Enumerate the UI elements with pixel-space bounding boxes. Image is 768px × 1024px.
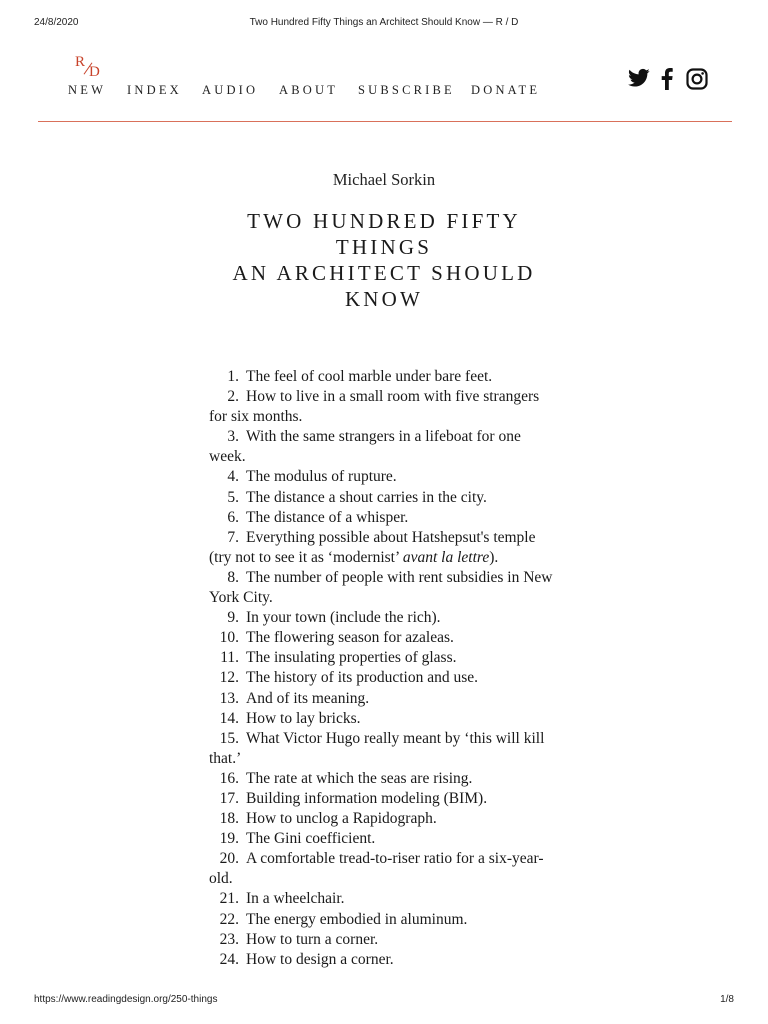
list-item bbox=[209, 648, 561, 668]
nav-item-audio[interactable]: AUDIO bbox=[202, 83, 259, 97]
logo-letter-bottom: D bbox=[89, 64, 100, 80]
list-item-text: How to live in a small room with five strangers for six months. bbox=[209, 388, 540, 426]
list-item bbox=[209, 689, 561, 709]
list-item-text: The number of people with rent subsidies in New York City. bbox=[209, 568, 553, 607]
logo-letter-top: R bbox=[75, 54, 86, 70]
list-item-number: 12. bbox=[219, 669, 239, 687]
list-item-text: The insulating properties of glass. bbox=[246, 649, 457, 667]
list-item-number: 16. bbox=[219, 769, 239, 787]
list-item-text: The history of its production and use. bbox=[246, 669, 479, 687]
list-item-text: The distance a shout carries in the city. bbox=[246, 488, 487, 506]
list-item-number: 1. bbox=[227, 368, 239, 385]
print-url: https://www.readingdesign.org/250-things bbox=[34, 994, 218, 1005]
list-item bbox=[209, 769, 561, 789]
list-item-number: 14. bbox=[219, 709, 239, 727]
print-date: 24/8/2020 bbox=[34, 17, 79, 28]
list-item bbox=[209, 668, 561, 688]
list-item-suffix: ). bbox=[489, 548, 499, 566]
instagram-icon[interactable] bbox=[686, 68, 708, 90]
list-item-text: The flowering season for azaleas. bbox=[246, 629, 454, 647]
list-item bbox=[209, 729, 561, 769]
twitter-icon[interactable] bbox=[628, 68, 650, 90]
list-item bbox=[209, 427, 561, 467]
list-item bbox=[209, 387, 561, 427]
print-footer bbox=[0, 994, 768, 1008]
list-item-number: 20. bbox=[219, 850, 239, 868]
title-line: AN ARCHITECT SHOULD bbox=[232, 261, 536, 285]
list-item-text: How to unclog a Rapidograph. bbox=[246, 810, 437, 828]
list-item-number: 4. bbox=[227, 468, 239, 486]
nav-item-subscribe[interactable]: SUBSCRIBE bbox=[358, 83, 455, 97]
nav-item-index[interactable]: INDEX bbox=[127, 83, 182, 97]
list-item-number: 21. bbox=[219, 890, 239, 908]
list-item bbox=[209, 528, 561, 568]
list-item-text: How to turn a corner. bbox=[246, 930, 379, 948]
list-item bbox=[209, 829, 561, 849]
title-line: TWO HUNDRED FIFTY bbox=[247, 209, 521, 233]
list-item-text: With the same strangers in a lifeboat for one week. bbox=[209, 428, 521, 466]
list-item-number: 10. bbox=[219, 629, 239, 647]
list-item-text: And of its meaning. bbox=[246, 689, 370, 707]
list-item bbox=[209, 789, 561, 809]
list-item-text: The rate at which the seas are rising. bbox=[246, 769, 473, 787]
title-line: THINGS bbox=[335, 235, 433, 259]
header-divider bbox=[38, 121, 732, 122]
list-item bbox=[209, 930, 561, 950]
list-item-number: 19. bbox=[219, 830, 239, 848]
list-item-text: The energy embodied in aluminum. bbox=[246, 910, 468, 928]
list-item-number: 23. bbox=[219, 930, 239, 948]
list-item-italic: avant la lettre bbox=[402, 548, 490, 566]
list-item bbox=[209, 849, 561, 889]
list-item-number: 11. bbox=[220, 649, 239, 667]
title-line: KNOW bbox=[344, 287, 424, 311]
print-header bbox=[0, 17, 768, 31]
list-item bbox=[209, 467, 561, 487]
list-item-text: Building information modeling (BIM). bbox=[246, 789, 488, 807]
list-item-number: 18. bbox=[219, 810, 239, 828]
list-item-number: 24. bbox=[219, 950, 239, 968]
site-logo[interactable] bbox=[73, 54, 109, 84]
list-item-text: What Victor Hugo really meant by ‘this will kill that.’ bbox=[209, 729, 545, 767]
list-item-number: 15. bbox=[219, 729, 239, 747]
list-item bbox=[209, 709, 561, 729]
list-item-text: The distance of a whisper. bbox=[246, 508, 409, 526]
list-item-text: The modulus of rupture. bbox=[246, 468, 397, 486]
things-list bbox=[209, 367, 561, 970]
article-title bbox=[184, 208, 584, 312]
list-item-number: 7. bbox=[227, 528, 239, 546]
list-item-text: In a wheelchair. bbox=[246, 890, 345, 908]
list-item bbox=[209, 608, 561, 628]
list-item bbox=[209, 950, 561, 970]
list-item-text: Everything possible about Hatshepsut's temple (try not to see it as ‘modernist’ bbox=[209, 528, 536, 566]
nav-item-new[interactable]: NEW bbox=[68, 83, 107, 97]
list-item bbox=[209, 910, 561, 930]
list-item bbox=[209, 809, 561, 829]
list-item-number: 6. bbox=[227, 508, 239, 526]
list-item-text: How to lay bricks. bbox=[246, 709, 361, 727]
nav-item-donate[interactable]: DONATE bbox=[471, 83, 541, 97]
article-author: Michael Sorkin bbox=[332, 170, 436, 189]
list-item-number: 17. bbox=[219, 789, 239, 807]
list-item-text: In your town (include the rich). bbox=[246, 609, 441, 627]
list-item-text: The Gini coefficient. bbox=[246, 830, 376, 848]
list-item-text: The feel of cool marble under bare feet. bbox=[246, 368, 493, 385]
print-page-title: Two Hundred Fifty Things an Architect Should Know — R / D bbox=[249, 17, 519, 28]
list-item-number: 2. bbox=[227, 388, 239, 406]
list-item bbox=[209, 508, 561, 528]
list-item-number: 22. bbox=[219, 910, 239, 928]
list-item-number: 5. bbox=[227, 488, 239, 506]
list-item bbox=[209, 628, 561, 648]
list-item bbox=[209, 488, 561, 508]
facebook-icon[interactable] bbox=[661, 68, 673, 90]
list-item bbox=[209, 568, 561, 608]
list-item-number: 8. bbox=[227, 568, 239, 586]
list-item-number: 13. bbox=[219, 689, 239, 707]
list-item-text: How to design a corner. bbox=[246, 950, 394, 968]
list-item-number: 3. bbox=[227, 428, 239, 446]
nav-item-about[interactable]: ABOUT bbox=[279, 83, 339, 97]
list-item-number: 9. bbox=[227, 609, 239, 627]
list-item-text: A comfortable tread-to-riser ratio for a six-year-old. bbox=[209, 850, 544, 888]
list-item bbox=[209, 889, 561, 909]
print-page-number: 1/8 bbox=[720, 994, 734, 1005]
list-item bbox=[209, 367, 561, 387]
